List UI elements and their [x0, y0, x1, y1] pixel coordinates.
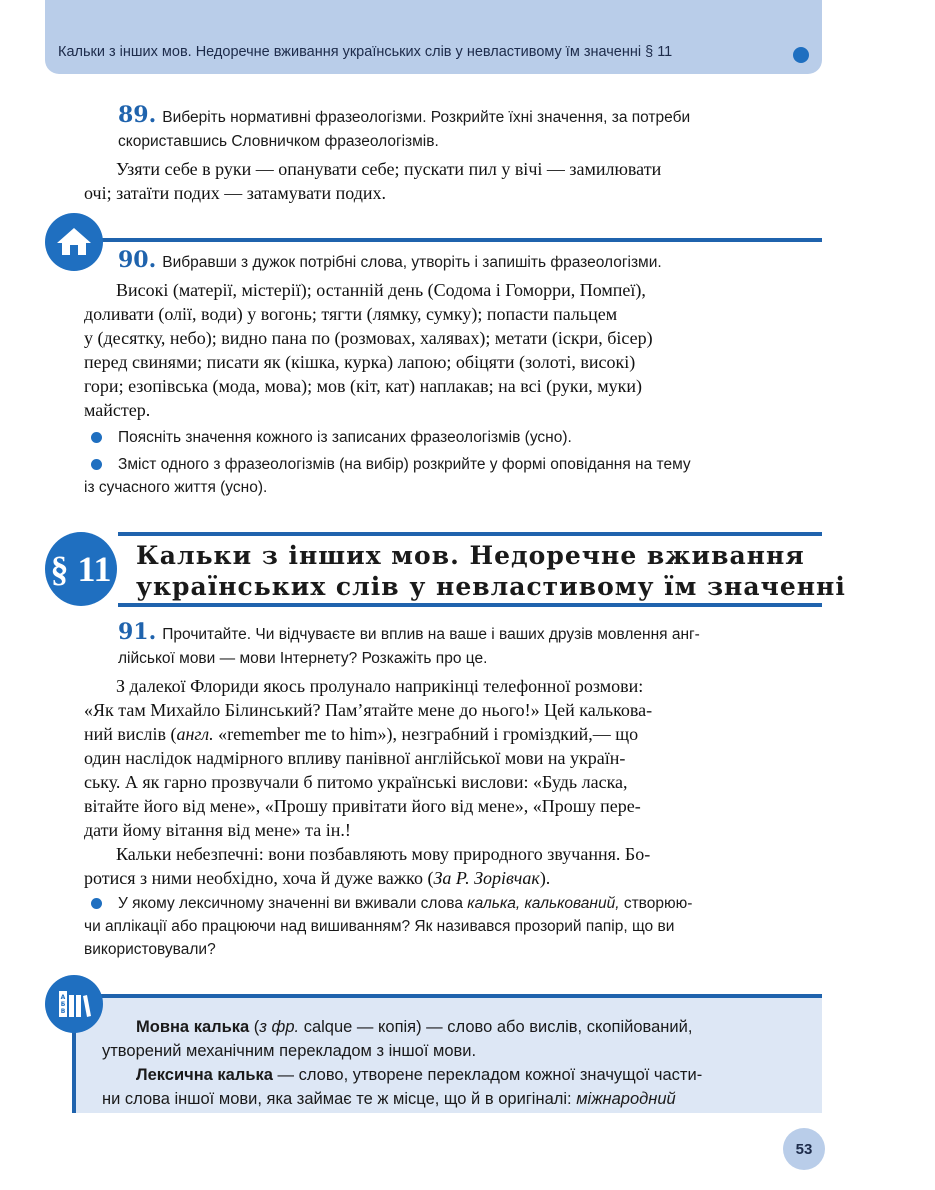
text-fragment: створюю- — [619, 895, 693, 912]
section-rule-bottom — [118, 603, 822, 607]
text-fragment: ). — [539, 868, 551, 888]
abbreviation: англ. — [176, 724, 214, 744]
text-fragment: ротися з ними необхідно, хоча й дуже важко ( — [84, 868, 434, 888]
text-line: «Як там Михайло Білинський? Пам’ятайте мене до нього!» Цей калькова- — [84, 700, 653, 720]
section-rule-top — [118, 532, 822, 536]
home-icon — [45, 213, 103, 271]
text-line: З далекої Флориди якось пролунало наприкінці телефонної розмови: — [116, 676, 644, 696]
bullet-dot-icon — [91, 432, 102, 443]
task-text: Виберіть нормативні фразеологізми. Розкрийте їхні значення, за потреби — [162, 109, 691, 126]
definition-mova-kalka — [102, 1015, 822, 1063]
svg-text:В: В — [60, 1008, 66, 1015]
exercise-91-bullet — [84, 892, 822, 961]
text-line: дати йому вітання від мене» та ін.! — [84, 820, 351, 840]
text-line: Кальки небезпечні: вони позбавляють мову природного звучання. Бо- — [116, 844, 651, 864]
term: Лексична калька — [136, 1066, 273, 1084]
text-line: гори; езопівська (мода, мова); мов (кіт, кат) наплакав; на всі (руки, муки) — [84, 376, 642, 396]
exercise-number: 91. — [118, 619, 157, 645]
text-line — [102, 1087, 822, 1111]
text-line — [102, 1063, 822, 1087]
definition-leksychna-kalka — [102, 1063, 822, 1111]
source-citation: За Р. Зорівчак — [433, 868, 540, 888]
running-header — [45, 0, 822, 74]
text-fragment: calque — копія) — слово або вислів, скопійований, — [299, 1018, 693, 1036]
exercise-91-task — [118, 621, 822, 646]
books-icon — [45, 975, 103, 1033]
text-fragment: У якому лексичному значенні ви вживали слова — [118, 895, 468, 912]
home-task-badge — [45, 213, 103, 271]
exercise-90-bullet-2 — [84, 453, 822, 499]
text-line: використовували? — [84, 941, 216, 958]
text-line: перед свинями; писати як (кішка, курка) лапою; обіцяти (золоті, високі) — [84, 352, 636, 372]
abbreviation: з фр. — [259, 1018, 300, 1036]
exercise-90-bullet-1: Поясніть значення кожного із записаних фразеологізмів (усно). — [118, 429, 572, 446]
definition-box-rule — [100, 994, 822, 998]
exercise-89-task — [118, 104, 822, 129]
text-line: майстер. — [84, 400, 151, 420]
italic-words: калька, калькований, — [467, 895, 620, 912]
text-fragment: ний вислів ( — [84, 724, 177, 744]
running-title: Кальки з інших мов. Недоречне вживання українських слів у невластивому їм значенні § 11 — [58, 44, 673, 60]
title-line: Кальки з інших мов. Недоречне вживання — [136, 541, 805, 570]
text-line: із сучасного життя (усно). — [84, 479, 268, 496]
exercise-89-task-cont: скориставшись Словничком фразеологізмів. — [118, 133, 439, 150]
exercise-number: 90. — [118, 247, 157, 273]
svg-text:Б: Б — [60, 1001, 66, 1008]
text-fragment: — слово, утворене перекладом кожної значущої части- — [272, 1066, 703, 1084]
exercise-number: 89. — [118, 102, 157, 128]
exercise-90-task — [118, 249, 822, 274]
exercise-91-text — [84, 674, 822, 890]
text-line: Високі (матерії, містерії); останній день (Содома і Гоморри, Помпеї), — [116, 280, 646, 300]
text-line — [84, 722, 822, 746]
divider-line — [92, 238, 822, 242]
text-line: утворений механічним перекладом з іншої мови. — [102, 1042, 477, 1060]
text-line — [102, 1015, 822, 1039]
text-line — [84, 866, 822, 890]
title-line: українських слів у невластивому їм значенні — [136, 572, 846, 601]
exercise-91-task-cont: лійської мови — мови Інтернету? Розкажіть про це. — [118, 650, 488, 667]
text-line: очі; затаїти подих — затамувати подих. — [84, 183, 386, 203]
text-fragment: ( — [249, 1018, 260, 1036]
text-line: вітайте його від мене», «Прошу привітати його від мене», «Прошу пере- — [84, 796, 641, 816]
text-line: доливати (олії, води) у вогонь; тягти (лямку, сумку); попасти пальцем — [84, 304, 618, 324]
term: Мовна калька — [136, 1018, 250, 1036]
exercise-89-text — [84, 157, 822, 205]
text-fragment: ни слова іншої мови, яка займає те ж місце, що й в оригіналі: — [102, 1090, 577, 1108]
section-badge: § 11 — [45, 532, 117, 606]
text-fragment: «remember me to him»), незграбний і громіздкий,— що — [213, 724, 639, 744]
text-line: Зміст одного з фразеологізмів (на вибір) розкрийте у формі оповідання на тему — [118, 456, 691, 473]
section-title — [136, 540, 846, 602]
example-word: міжнародний — [576, 1090, 676, 1108]
text-line — [84, 892, 822, 915]
page-number: 53 — [783, 1128, 825, 1170]
svg-text:А: А — [60, 994, 66, 1001]
text-line: чи аплікації або працюючи над вишиванням? Як називався прозорий папір, що ви — [84, 918, 675, 935]
text-line: у (десятку, небо); видно пана по (розмовах, халявах); метати (іскри, бісер) — [84, 328, 653, 348]
theory-badge — [45, 975, 103, 1033]
header-dot-icon — [793, 47, 809, 63]
task-text: Прочитайте. Чи відчуваєте ви вплив на ваше і ваших друзів мовлення анг- — [162, 626, 700, 643]
text-line: Узяти себе в руки — опанувати себе; пускати пил у вічі — замилювати — [116, 159, 662, 179]
text-line: один наслідок надмірного впливу панівної англійської мови на україн- — [84, 748, 626, 768]
text-line: ську. А як гарно прозвучали б питомо українські вислови: «Будь ласка, — [84, 772, 628, 792]
task-text: Вибравши з дужок потрібні слова, утворіть і запишіть фразеологізми. — [162, 254, 662, 271]
exercise-90-text — [84, 278, 822, 422]
